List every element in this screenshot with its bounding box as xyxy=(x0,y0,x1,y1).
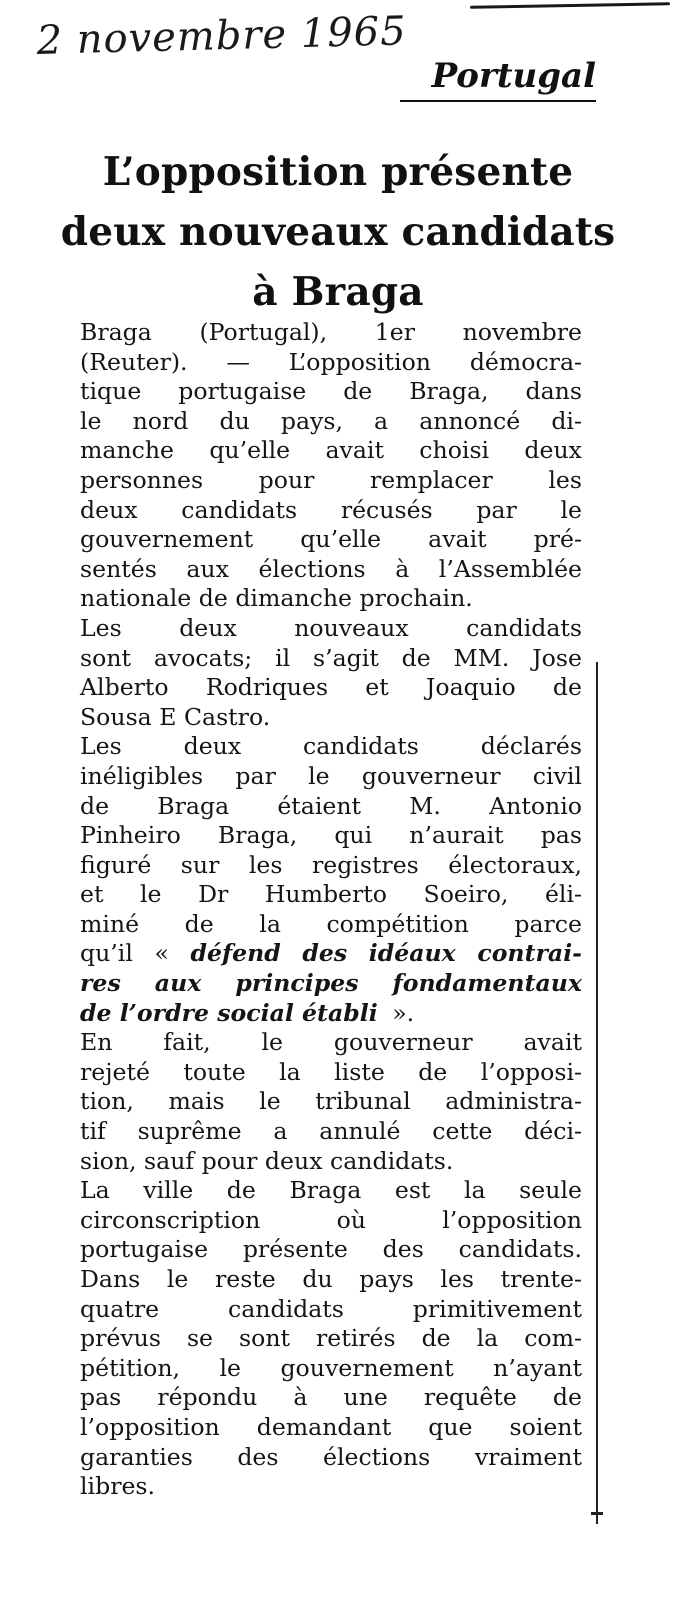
pen-stroke-mark xyxy=(470,2,670,8)
column-margin-tick xyxy=(591,1512,603,1515)
article-line: personnes pour remplacer les xyxy=(80,465,582,494)
article-line: Alberto Rodriques et Joaquio de xyxy=(80,673,582,702)
article-line: garanties des élections vraiment xyxy=(80,1442,582,1471)
article-line: qu’il « défend des idéaux contrai- xyxy=(80,939,582,968)
article-line: Sousa E Castro. xyxy=(80,702,271,731)
article-line: deux candidats récusés par le xyxy=(80,495,582,524)
article-line: circonscription où l’opposition xyxy=(80,1205,582,1234)
section-underline xyxy=(400,100,596,102)
article-line: et le Dr Humberto Soeiro, éli- xyxy=(80,880,582,909)
article-line: pétition, le gouvernement n’ayant xyxy=(80,1353,582,1382)
article-line: quatre candidats primitivement xyxy=(80,1294,582,1323)
article-line: tion, mais le tribunal administra- xyxy=(80,1087,582,1116)
article-line: libres. xyxy=(80,1472,156,1501)
article-line: l’opposition demandant que soient xyxy=(80,1412,582,1441)
article-line: nationale de dimanche prochain. xyxy=(80,584,473,613)
column-margin-rule xyxy=(596,662,598,1524)
section-label: Portugal xyxy=(431,56,596,96)
article-body xyxy=(80,318,582,1502)
article-line: gouvernement qu’elle avait pré- xyxy=(80,525,582,554)
article-line: tique portugaise de Braga, dans xyxy=(80,377,582,406)
article-line: sentés aux élections à l’Assemblée xyxy=(80,554,582,583)
article-line: inéligibles par le gouverneur civil xyxy=(80,761,582,790)
article-line: Dans le reste du pays les trente- xyxy=(80,1265,582,1293)
article-line: le nord du pays, a annoncé di- xyxy=(80,406,582,435)
article-line: de Braga étaient M. Antonio xyxy=(80,791,582,820)
article-line: (Reuter). — L’opposition démocra- xyxy=(80,347,582,376)
article-line: rejeté toute la liste de l’opposi- xyxy=(80,1057,582,1086)
article-line: res aux principes fondamentaux xyxy=(80,969,582,998)
article-line: Les deux nouveaux candidats xyxy=(80,613,582,642)
article-line: prévus se sont retirés de la com- xyxy=(80,1324,582,1353)
article-line: manche qu’elle avait choisi deux xyxy=(80,436,582,465)
article-line: pas répondu à une requête de xyxy=(80,1383,582,1412)
article-line: Braga (Portugal), 1er novembre xyxy=(80,318,582,346)
headline-line: L’opposition présente xyxy=(102,149,574,195)
article-line: miné de la compétition parce xyxy=(80,909,582,938)
headline-line: deux nouveaux candidats xyxy=(60,209,616,255)
article-line: Pinheiro Braga, qui n’aurait pas xyxy=(80,821,582,850)
article-line: La ville de Braga est la seule xyxy=(80,1176,582,1205)
handwritten-date: 2 novembre 1965 xyxy=(36,8,408,64)
article-line: figuré sur les registres électoraux, xyxy=(80,850,582,879)
article-line: de l’ordre social établi». xyxy=(80,998,415,1027)
headline xyxy=(58,142,618,322)
article-line: Les deux candidats déclarés xyxy=(80,732,582,761)
article-line: tif suprême a annulé cette déci- xyxy=(80,1117,582,1146)
article-line: sion, sauf pour deux candidats. xyxy=(80,1146,454,1175)
article-line: En fait, le gouverneur avait xyxy=(80,1028,582,1057)
article-line: sont avocats; il s’agit de MM. Jose xyxy=(80,643,582,672)
article-line: portugaise présente des candidats. xyxy=(80,1235,582,1264)
headline-line: à Braga xyxy=(252,269,424,315)
